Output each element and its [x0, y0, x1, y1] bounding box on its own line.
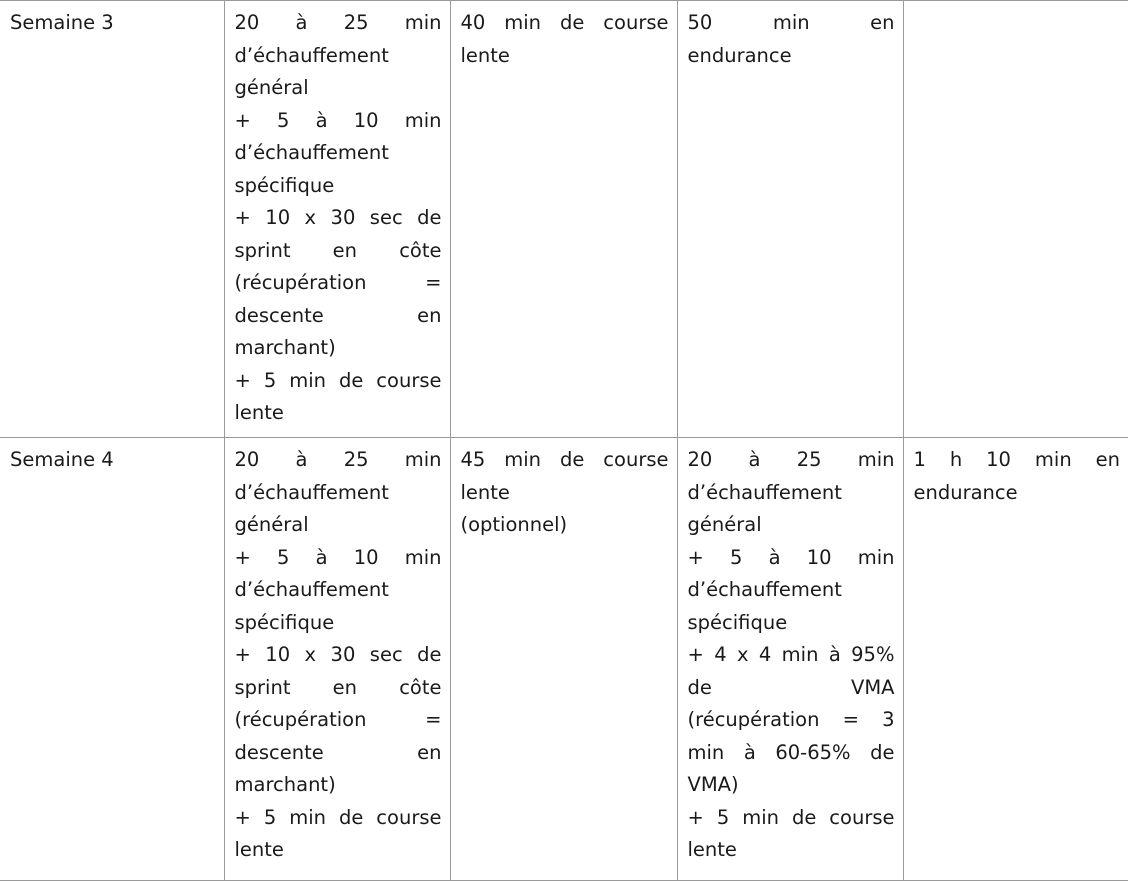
session-cell [450, 438, 677, 881]
session-line: + 5 à 10 min d’échauffement spécifique [687, 545, 895, 634]
session-cell [677, 1, 903, 438]
session-line: (optionnel) [460, 513, 568, 536]
session-cell [224, 438, 450, 881]
session-line: 20 à 25 min d’échauffement général [234, 11, 442, 99]
session-line: + 5 à 10 min d’échauffement spécifique [234, 545, 442, 634]
session-line: + 5 min de course lente [687, 805, 895, 861]
week-label-cell [0, 1, 224, 438]
session-line: 40 min de course lente [460, 11, 669, 67]
table-row-week-3 [0, 1, 1128, 438]
session-line: + 5 à 10 min d’échauffement spécifique [234, 108, 442, 197]
session-line: 50 min en endurance [687, 11, 895, 67]
week-label-cell [0, 438, 224, 881]
session-line: + 4 x 4 min à 95% de VMA (récupération = 3 min à 60-65% de VMA) [687, 643, 895, 796]
session-line: 1 h 10 min en endurance [913, 448, 1120, 504]
session-line: 20 à 25 min d’échauffement général [234, 448, 442, 536]
session-cell [450, 1, 677, 438]
session-line: + 5 min de course lente [234, 368, 442, 424]
session-line: + 10 x 30 sec de sprint en côte (récupération = descente en marchant) [234, 643, 442, 796]
session-cell [224, 1, 450, 438]
week-label: Semaine 3 [10, 11, 114, 34]
session-cell [677, 438, 903, 881]
session-line: 20 à 25 min d’échauffement général [687, 448, 895, 536]
table-row-week-4 [0, 438, 1128, 881]
session-cell-empty [903, 1, 1128, 438]
session-line: + 5 min de course lente [234, 805, 442, 861]
session-line: + 10 x 30 sec de sprint en côte (récupération = descente en marchant) [234, 206, 442, 359]
week-label: Semaine 4 [10, 448, 114, 471]
session-cell [903, 438, 1128, 881]
session-line: 45 min de course lente [460, 448, 669, 504]
